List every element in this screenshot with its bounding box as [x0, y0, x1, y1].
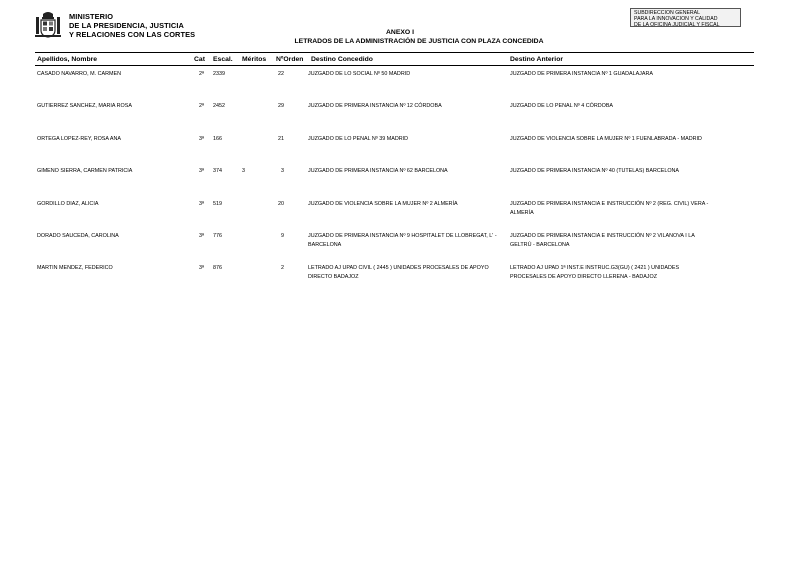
cell-orden: 21	[278, 135, 284, 142]
cell-meritos: 3	[242, 168, 245, 175]
cell-anterior: LETRADO AJ UPAD 1ª INST.E INSTRUC.G3(GU) ( 2421 ) UNIDADES PROCESALES DE APOYO DIRECTO LLERENA - BADAJOZ	[510, 265, 680, 281]
cell-anterior: JUZGADO DE PRIMERA INSTANCIA Nº 1 GUADALAJARA	[510, 71, 653, 77]
cell-anterior: JUZGADO DE LO PENAL Nº 4 CÓRDOBA	[510, 103, 614, 110]
cell-escal: 519	[213, 200, 222, 207]
header-bottom-rule	[35, 65, 754, 66]
ministry-line-1: MINISTERIO	[69, 12, 114, 21]
col-header-name: Apellidos, Nombre	[37, 56, 98, 63]
subdirection-line-1: SUBDIRECCION GENERAL	[634, 10, 701, 16]
cell-orden: 9	[281, 233, 284, 239]
cell-escal: 374	[213, 168, 222, 175]
cell-destino: JUZGADO DE PRIMERA INSTANCIA Nº 62 BARCELONA	[308, 168, 448, 175]
cell-orden: 22	[278, 71, 284, 77]
cell-cat: 3ª	[199, 135, 204, 142]
cell-name: GUTIERREZ SANCHEZ, MARIA ROSA	[37, 103, 132, 110]
table-row	[0, 102, 800, 132]
cell-name: CASADO NAVARRO, M. CARMEN	[37, 71, 121, 77]
cell-name: ORTEGA LOPEZ-REY, ROSA ANA	[37, 135, 121, 142]
cell-destino: JUZGADO DE PRIMERA INSTANCIA Nº 9 HOSPITALET DE LLOBREGAT, L' - BARCELONA	[308, 233, 497, 248]
col-header-cat: Cat	[194, 56, 205, 63]
col-header-anterior: Destino Anterior	[510, 56, 563, 63]
cell-escal: 2339	[213, 71, 225, 77]
header-top-rule	[35, 52, 754, 53]
cell-orden: 29	[278, 103, 284, 110]
table-row	[0, 264, 800, 294]
cell-escal: 2452	[213, 103, 225, 110]
cell-cat: 3ª	[199, 200, 204, 207]
table-row	[0, 167, 800, 197]
col-header-meritos: Méritos	[242, 56, 267, 63]
ministry-line-3: Y RELACIONES CON LAS CORTES	[69, 30, 196, 39]
cell-cat: 2ª	[199, 103, 204, 110]
cell-escal: 776	[213, 233, 222, 239]
cell-escal: 876	[213, 265, 222, 272]
table-row	[0, 200, 800, 230]
cell-destino: JUZGADO DE PRIMERA INSTANCIA Nº 12 CÓRDOBA	[308, 103, 442, 110]
cell-cat: 3ª	[199, 168, 204, 175]
subdirection-box	[630, 8, 741, 27]
cell-destino: JUZGADO DE LO PENAL Nº 39 MADRID	[308, 135, 409, 142]
cell-name: GORDILLO DIAZ, ALICIA	[37, 200, 99, 207]
cell-orden: 3	[281, 168, 284, 175]
cell-orden: 2	[281, 265, 284, 272]
cell-destino: JUZGADO DE VIOLENCIA SOBRE LA MUJER Nº 2 ALMERÍA	[308, 200, 458, 207]
cell-anterior: JUZGADO DE PRIMERA INSTANCIA E INSTRUCCIÓN Nº 2 (REG. CIVIL) VERA - ALMERÍA	[510, 200, 709, 216]
cell-destino: LETRADO AJ UPAD CIVIL ( 2445 ) UNIDADES PROCESALES DE APOYO DIRECTO BADAJOZ	[308, 265, 489, 281]
cell-destino: JUZGADO DE LO SOCIAL Nº 50 MADRID	[308, 71, 411, 77]
cell-escal: 166	[213, 135, 222, 142]
document-title: ANEXO I	[386, 29, 414, 36]
col-header-orden: NºOrden	[276, 56, 304, 63]
table-row	[0, 232, 800, 262]
cell-cat: 2ª	[199, 71, 204, 77]
cell-anterior: JUZGADO DE PRIMERA INSTANCIA Nº 40 (TUTELAS) BARCELONA	[510, 168, 680, 175]
table-row	[0, 135, 800, 165]
cell-name: GIMENO SIERRA, CARMEN PATRICIA	[37, 168, 133, 175]
col-header-destino: Destino Concedido	[311, 56, 373, 63]
cell-anterior: JUZGADO DE VIOLENCIA SOBRE LA MUJER Nº 1 FUENLABRADA - MADRID	[510, 135, 702, 142]
cell-cat: 3ª	[199, 233, 204, 239]
document-subtitle: LETRADOS DE LA ADMINISTRACIÓN DE JUSTICIA CON PLAZA CONCEDIDA	[294, 38, 544, 45]
cell-name: MARTIN MENDEZ, FEDERICO	[37, 265, 113, 272]
cell-anterior: JUZGADO DE PRIMERA INSTANCIA E INSTRUCCIÓN Nº 2 VILANOVA I LA GELTRÚ - BARCELONA	[510, 233, 695, 248]
col-header-escal: Escal.	[213, 56, 233, 63]
cell-name: DORADO SAUCEDA, CAROLINA	[37, 233, 119, 239]
table-row	[0, 70, 800, 100]
subdirection-line-2: PARA LA INNOVACION Y CALIDAD	[634, 16, 718, 22]
cell-cat: 3ª	[199, 265, 204, 272]
ministry-line-2: DE LA PRESIDENCIA, JUSTICIA	[69, 21, 184, 30]
cell-orden: 20	[278, 200, 284, 207]
subdirection-line-3: DE LA OFICINA JUDICIAL Y FISCAL	[634, 22, 720, 28]
